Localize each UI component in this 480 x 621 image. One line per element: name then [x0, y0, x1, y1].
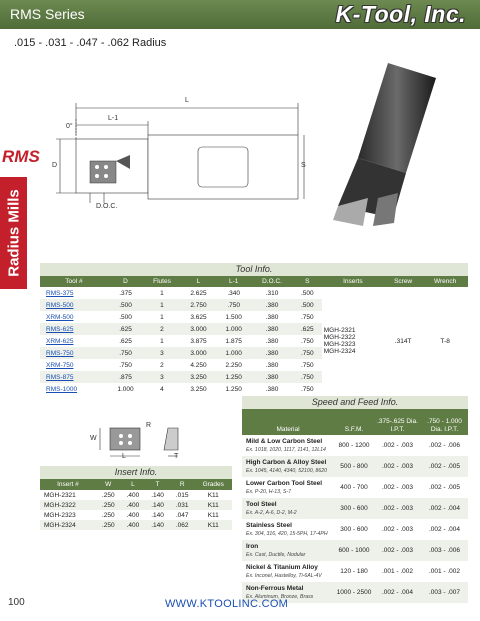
table-cell: .002 - .003 — [381, 484, 414, 491]
table-cell: .400 — [121, 500, 146, 510]
table-cell: .340 — [227, 289, 241, 297]
table-cell: 2 — [160, 361, 164, 369]
table-cell: .002 - .003 — [381, 526, 414, 533]
table-cell: .380 — [265, 337, 279, 345]
material-cell — [242, 561, 334, 582]
table-cell: 2 — [143, 323, 181, 335]
table-row — [242, 561, 468, 582]
website-link[interactable]: WWW.KTOOLINC.COM — [165, 598, 289, 610]
col-ipt-small: .375-.625 Dia. I.P.T. — [374, 409, 421, 435]
table-cell: .002 - .003 — [374, 540, 421, 561]
table-cell: .750 — [216, 299, 251, 311]
table-cell: K11 — [207, 511, 219, 519]
table-cell: 2.625 — [190, 289, 207, 297]
table-cell: .625 — [293, 323, 322, 335]
table-cell: 500 - 800 — [334, 456, 374, 477]
table-cell: .625 — [119, 337, 132, 345]
table-cell: .140 — [145, 500, 170, 510]
material-cell — [242, 435, 334, 456]
table-cell: 1.000 — [117, 385, 134, 393]
tool-col-header: L — [181, 276, 216, 287]
side-category-bar — [0, 177, 27, 289]
table-cell: 3.250 — [181, 371, 216, 383]
table-cell: .380 — [251, 371, 292, 383]
tool-col-header: D — [108, 276, 143, 287]
table-cell: .140 — [151, 491, 164, 499]
material-cell — [242, 540, 334, 561]
material-cell — [242, 519, 334, 540]
table-cell: 1 — [160, 313, 164, 321]
table-cell: 800 - 1200 — [338, 442, 370, 449]
table-row — [40, 520, 232, 530]
table-cell: .875 — [108, 371, 143, 383]
insert-col-header: T — [145, 479, 170, 490]
table-cell: .750 — [293, 371, 322, 383]
table-cell: .500 — [119, 313, 132, 321]
table-cell: .500 — [108, 299, 143, 311]
table-cell: .400 — [126, 511, 140, 519]
table-cell: .001 - .002 — [381, 568, 414, 575]
table-cell: .400 — [121, 520, 146, 530]
table-cell: .140 — [145, 520, 170, 530]
brand-logo: K-Tool, Inc. — [335, 1, 466, 27]
insert-info-table — [40, 479, 232, 530]
table-cell: 1.875 — [225, 337, 242, 345]
material-examples: Ex. Inconel, Hastelloy, Ti-6AL-4V — [246, 572, 322, 579]
table-cell: 4 — [160, 385, 164, 393]
table-cell: 3.625 — [190, 313, 207, 321]
tool-number-link[interactable]: RMS-1000 — [46, 385, 78, 393]
table-cell: 3.875 — [190, 337, 207, 345]
insert-number: MGH-2321 — [323, 327, 356, 334]
material-examples: Ex. 1018, 1020, 1117, 1141, 12L14 — [246, 446, 326, 453]
table-cell: .002 - .003 — [381, 442, 414, 449]
table-cell: .625 — [108, 323, 143, 335]
insert-number: MGH-2322 — [323, 334, 356, 341]
table-row — [242, 519, 468, 540]
table-cell: .250 — [96, 520, 121, 530]
table-cell: .380 — [251, 347, 292, 359]
dim-L1: L-1 — [108, 115, 119, 122]
tool-number-link[interactable]: RMS-875 — [40, 371, 108, 383]
table-cell: .250 — [96, 500, 121, 510]
material-name: Stainless Steel — [246, 521, 292, 529]
col-ipt-large: .750 - 1.000 Dia. I.P.T. — [421, 409, 468, 435]
table-cell: 300 - 600 — [340, 526, 368, 533]
table-cell: 3 — [143, 347, 181, 359]
insert-number: MGH-2323 — [323, 341, 356, 348]
inserts-cell — [322, 287, 384, 395]
table-cell: MGH-2324 — [40, 520, 96, 530]
table-cell: K11 — [194, 520, 232, 530]
table-cell: .310 — [265, 289, 279, 297]
series-title: RMS Series — [10, 6, 85, 22]
material-cell — [242, 477, 334, 498]
tool-col-header: S — [293, 276, 322, 287]
table-cell: 1.250 — [216, 371, 251, 383]
table-row — [40, 500, 232, 510]
table-cell: .750 — [119, 361, 132, 369]
table-cell: .750 — [300, 361, 314, 369]
table-cell: .002 - .004 — [421, 498, 468, 519]
tool-info-title: Tool Info. — [40, 263, 468, 276]
material-cell — [242, 456, 334, 477]
tool-col-header: Inserts — [322, 276, 384, 287]
table-cell: .750 — [300, 313, 314, 321]
material-examples: Ex. 304, 316, 420, 15-5PH, 17-4PH — [246, 530, 328, 537]
insert-number: MGH-2324 — [323, 348, 356, 355]
table-cell: 1000 - 2500 — [334, 582, 374, 603]
table-cell: .750 — [293, 347, 322, 359]
tool-number-link[interactable]: XRM-625 — [46, 337, 74, 345]
page-number: 100 — [8, 597, 25, 608]
table-cell: K11 — [207, 491, 219, 499]
tool-number-link[interactable]: XRM-750 — [46, 361, 74, 369]
tool-number-link[interactable]: RMS-500 — [40, 299, 108, 311]
material-examples: Ex. P-20, H-13, S-7 — [246, 488, 291, 495]
table-cell: .750 — [300, 385, 314, 393]
table-row — [40, 287, 468, 299]
wrench-cell: T-8 — [422, 287, 468, 395]
screw-cell: .314T — [384, 287, 422, 395]
table-cell: 1.500 — [225, 313, 242, 321]
tool-number-link[interactable]: XRM-500 — [46, 313, 74, 321]
dim-D: D — [52, 162, 58, 169]
ins-dim-W: W — [90, 435, 97, 442]
speed-feed-title: Speed and Feed Info. — [242, 396, 468, 409]
table-cell: 1.000 — [216, 323, 251, 335]
page-header — [0, 0, 480, 29]
tool-info-table — [40, 276, 468, 395]
table-cell: MGH-2323 — [44, 511, 76, 519]
insert-dimension-drawing — [88, 420, 198, 462]
material-cell — [242, 498, 334, 519]
table-cell: 3.250 — [190, 385, 207, 393]
dim-S: S — [301, 162, 306, 169]
table-cell: .500 — [293, 299, 322, 311]
ins-dim-T: T — [174, 453, 179, 460]
material-name: Tool Steel — [246, 500, 277, 508]
table-cell: .380 — [265, 385, 279, 393]
table-cell: .140 — [151, 511, 164, 519]
col-material: Material — [242, 409, 334, 435]
table-cell: 1.000 — [216, 347, 251, 359]
table-cell: 3.000 — [181, 347, 216, 359]
table-cell: .002 - .005 — [428, 484, 461, 491]
table-cell: .002 - .004 — [428, 526, 461, 533]
table-cell: 4.250 — [190, 361, 207, 369]
radius-subtitle: .015 - .031 - .047 - .062 Radius — [14, 37, 167, 49]
table-row — [242, 477, 468, 498]
tool-col-header: Wrench — [422, 276, 468, 287]
material-name: High Carbon & Alloy Steel — [246, 458, 327, 466]
side-abbreviation: RMS — [2, 147, 40, 166]
ins-dim-R: R — [146, 422, 152, 429]
table-cell: MGH-2321 — [44, 491, 76, 499]
table-cell: .250 — [101, 511, 115, 519]
insert-info-title: Insert Info. — [40, 466, 232, 479]
table-cell: .375 — [119, 289, 132, 297]
speed-feed-table — [242, 409, 468, 603]
tool-col-header: Screw — [384, 276, 422, 287]
table-cell: MGH-2322 — [40, 500, 96, 510]
insert-col-header: W — [96, 479, 121, 490]
table-cell: .031 — [170, 500, 195, 510]
tool-number-link[interactable]: RMS-750 — [40, 347, 108, 359]
material-examples: Ex. 1045, 4140, 4340, 52100, 8620 — [246, 467, 328, 474]
insert-col-header: Grades — [194, 479, 232, 490]
dim-DOC: D.O.C. — [96, 203, 118, 210]
table-cell: 1 — [160, 337, 164, 345]
table-cell: .002 - .004 — [374, 582, 421, 603]
material-examples: Ex. Aluminum, Bronze, Brass — [246, 593, 314, 600]
table-cell: .500 — [300, 289, 314, 297]
table-cell: .047 — [175, 511, 189, 519]
material-examples: Ex. Cast, Ductile, Nodular — [246, 551, 306, 558]
table-cell: .002 - .006 — [428, 442, 461, 449]
material-name: Mild & Low Carbon Steel — [246, 437, 323, 445]
tool-col-header: L-1 — [216, 276, 251, 287]
col-sfm: S.F.M. — [334, 409, 374, 435]
table-cell: 120 - 180 — [340, 568, 368, 575]
tool-col-header: Flutes — [143, 276, 181, 287]
table-cell: .002 - .005 — [421, 456, 468, 477]
material-name: Non-Ferrous Metal — [246, 584, 304, 592]
material-name: Lower Carbon Tool Steel — [246, 479, 323, 487]
table-cell: .001 - .002 — [428, 568, 461, 575]
table-cell: 3 — [143, 371, 181, 383]
insert-col-header: Insert # — [40, 479, 96, 490]
side-category-label: Radius Mills — [5, 189, 22, 277]
table-cell: .380 — [265, 361, 279, 369]
table-cell: 1.250 — [225, 385, 242, 393]
dim-L: L — [185, 97, 189, 104]
table-cell: 2.750 — [181, 299, 216, 311]
table-cell: .002 - .003 — [374, 498, 421, 519]
table-cell: .250 — [101, 491, 115, 499]
table-row — [242, 540, 468, 561]
table-cell: 600 - 1000 — [334, 540, 374, 561]
table-cell: 300 - 600 — [334, 498, 374, 519]
table-row — [40, 510, 232, 520]
table-cell: .380 — [265, 313, 279, 321]
table-cell: .002 - .003 — [374, 456, 421, 477]
table-cell: 2.250 — [225, 361, 242, 369]
ins-dim-L: L — [122, 453, 126, 460]
table-cell: .003 - .006 — [421, 540, 468, 561]
table-cell: .015 — [175, 491, 189, 499]
material-examples: Ex. A-2, A-6, D-2, M-2 — [246, 509, 297, 516]
table-cell: .062 — [170, 520, 195, 530]
table-cell: 1 — [143, 299, 181, 311]
table-cell: .400 — [126, 491, 140, 499]
table-cell: .003 - .007 — [421, 582, 468, 603]
tool-dimension-drawing — [40, 95, 310, 225]
tool-col-header: D.O.C. — [251, 276, 292, 287]
tool-number-link[interactable]: RMS-625 — [40, 323, 108, 335]
table-cell: .380 — [251, 323, 292, 335]
table-cell: 1 — [160, 289, 164, 297]
insert-col-header: L — [121, 479, 146, 490]
tool-number-link[interactable]: RMS-375 — [46, 289, 74, 297]
dim-angle: 0° — [66, 123, 73, 130]
table-row — [242, 435, 468, 456]
table-cell: .750 — [300, 337, 314, 345]
tool-photo — [318, 58, 468, 238]
table-row — [242, 498, 468, 519]
table-cell: .750 — [108, 347, 143, 359]
table-cell: .380 — [251, 299, 292, 311]
table-row — [40, 490, 232, 500]
material-name: Iron — [246, 542, 259, 550]
table-row — [242, 456, 468, 477]
table-cell: K11 — [194, 500, 232, 510]
table-cell: 400 - 700 — [340, 484, 368, 491]
insert-col-header: R — [170, 479, 195, 490]
material-name: Nickel & Titanium Alloy — [246, 563, 318, 571]
tool-col-header: Tool # — [40, 276, 108, 287]
table-cell: 3.000 — [181, 323, 216, 335]
